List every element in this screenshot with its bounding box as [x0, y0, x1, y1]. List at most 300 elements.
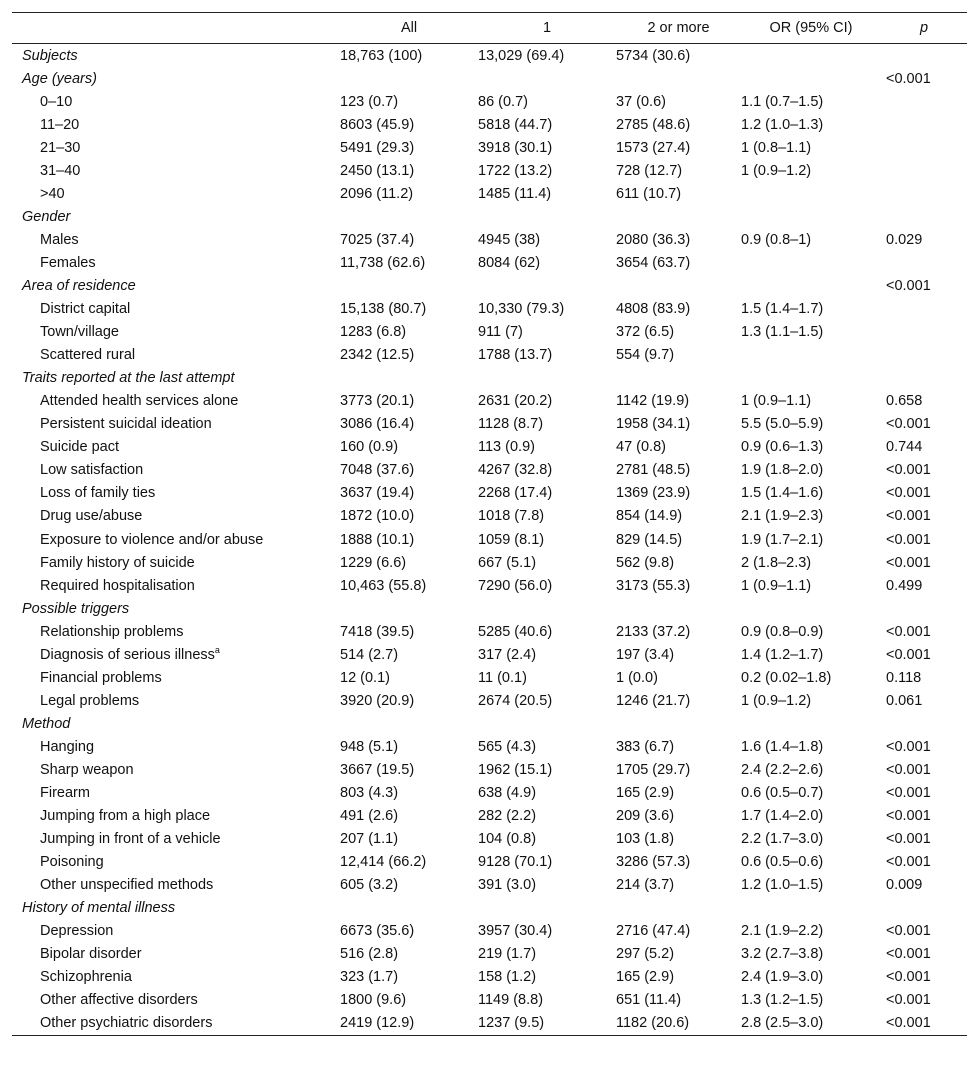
cell-one: 282 (2.2)	[478, 808, 537, 825]
cell-one: 1059 (8.1)	[478, 531, 545, 548]
cell-p-value: 0.118	[886, 669, 922, 686]
cell-p-value	[881, 298, 967, 321]
cell-p-value: <0.001	[886, 738, 931, 755]
table-row	[12, 782, 967, 805]
cell-p-value	[881, 90, 967, 113]
table-row	[12, 666, 967, 689]
cell-p-value	[881, 136, 967, 159]
data-table	[12, 12, 967, 1036]
row-label: Financial problems	[40, 669, 162, 686]
cell-p-value: 0.658	[886, 393, 923, 410]
row-label: Other affective disorders	[40, 992, 198, 1009]
table-row	[12, 805, 967, 828]
table-row	[12, 390, 967, 413]
row-label: History of mental illness	[22, 900, 176, 917]
cell-all: 491 (2.6)	[340, 808, 399, 825]
cell-one: 1788 (13.7)	[478, 347, 553, 364]
cell-p-value: <0.001	[886, 416, 931, 433]
cell-two-or-more	[616, 274, 741, 297]
cell-all: 6673 (35.6)	[340, 923, 415, 940]
cell-two-or-more: 562 (9.8)	[616, 554, 675, 571]
row-label: Depression	[40, 923, 114, 940]
cell-two-or-more: 1573 (27.4)	[616, 139, 691, 156]
cell-all: 3920 (20.9)	[340, 692, 415, 709]
cell-odds-ratio: 2.2 (1.7–3.0)	[741, 831, 824, 848]
row-label: Jumping in front of a vehicle	[40, 831, 221, 848]
cell-one: 7290 (56.0)	[478, 577, 553, 594]
cell-all	[340, 712, 478, 735]
row-label: Drug use/abuse	[40, 508, 143, 525]
cell-two-or-more: 214 (3.7)	[616, 877, 675, 894]
table-row	[12, 828, 967, 851]
footnote-marker: a	[214, 644, 220, 655]
cell-all: 7048 (37.6)	[340, 462, 415, 479]
cell-p-value: <0.001	[886, 485, 931, 502]
table-row	[12, 620, 967, 643]
cell-one	[478, 897, 616, 920]
cell-one: 1237 (9.5)	[478, 1012, 616, 1036]
cell-one	[478, 597, 616, 620]
table-row	[12, 436, 967, 459]
section-row	[12, 44, 967, 68]
row-label: District capital	[40, 301, 131, 318]
row-label: Loss of family ties	[40, 485, 156, 502]
cell-two-or-more: 728 (12.7)	[616, 162, 683, 179]
cell-two-or-more: 1142 (19.9)	[616, 393, 690, 410]
cell-all: 1283 (6.8)	[340, 324, 407, 341]
cell-two-or-more: 372 (6.5)	[616, 324, 675, 341]
cell-one: 317 (2.4)	[478, 646, 537, 663]
row-label: Exposure to violence and/or abuse	[40, 531, 264, 548]
table-row	[12, 136, 967, 159]
cell-all: 18,763 (100)	[340, 47, 423, 64]
cell-p-value	[881, 597, 967, 620]
cell-odds-ratio: 1.2 (1.0–1.5)	[741, 877, 824, 894]
cell-all: 7025 (37.4)	[340, 231, 415, 248]
cell-odds-ratio	[741, 67, 881, 90]
cell-p-value: <0.001	[886, 969, 931, 986]
row-label: Family history of suicide	[40, 554, 195, 571]
header-odds-ratio: OR (95% CI)	[741, 13, 881, 44]
table-row	[12, 321, 967, 344]
cell-one: 8084 (62)	[478, 254, 541, 271]
cell-odds-ratio	[741, 44, 881, 68]
row-label: Other unspecified methods	[40, 877, 214, 894]
cell-p-value	[881, 159, 967, 182]
cell-odds-ratio: 1.3 (1.2–1.5)	[741, 992, 824, 1009]
cell-one	[478, 67, 616, 90]
cell-all: 516 (2.8)	[340, 946, 399, 963]
cell-all: 3667 (19.5)	[340, 761, 415, 778]
cell-p-value: <0.001	[886, 554, 931, 571]
cell-all	[340, 597, 478, 620]
cell-all	[340, 897, 478, 920]
cell-odds-ratio	[741, 205, 881, 228]
cell-all	[340, 274, 478, 297]
cell-all: 323 (1.7)	[340, 969, 399, 986]
cell-p-value	[881, 367, 967, 390]
table-row	[12, 505, 967, 528]
cell-all: 7418 (39.5)	[340, 623, 415, 640]
cell-odds-ratio	[741, 367, 881, 390]
cell-odds-ratio: 1.9 (1.7–2.1)	[741, 531, 824, 548]
cell-one: 2631 (20.2)	[478, 393, 553, 410]
row-label: Gender	[22, 208, 71, 225]
cell-two-or-more: 829 (14.5)	[616, 531, 683, 548]
table-row	[12, 758, 967, 781]
table-row	[12, 228, 967, 251]
row-label: Town/village	[40, 324, 119, 341]
row-label: Possible triggers	[22, 600, 130, 617]
cell-one: 86 (0.7)	[478, 93, 528, 110]
table-row	[12, 251, 967, 274]
cell-odds-ratio: 2.4 (2.2–2.6)	[741, 761, 824, 778]
cell-odds-ratio: 0.9 (0.8–0.9)	[741, 623, 824, 640]
cell-odds-ratio	[741, 897, 881, 920]
cell-p-value: <0.001	[886, 992, 931, 1009]
cell-two-or-more: 3286 (57.3)	[616, 854, 691, 871]
cell-all: 514 (2.7)	[340, 646, 399, 663]
table-row	[12, 966, 967, 989]
cell-odds-ratio: 1.9 (1.8–2.0)	[741, 462, 824, 479]
cell-all: 10,463 (55.8)	[340, 577, 427, 594]
cell-two-or-more: 3654 (63.7)	[616, 254, 691, 271]
cell-odds-ratio	[741, 712, 881, 735]
table-row	[12, 528, 967, 551]
cell-odds-ratio: 1.6 (1.4–1.8)	[741, 738, 824, 755]
cell-p-value: <0.001	[886, 785, 931, 802]
cell-odds-ratio: 1 (0.8–1.1)	[741, 139, 812, 156]
section-row	[12, 597, 967, 620]
cell-all: 2096 (11.2)	[340, 185, 414, 202]
cell-all: 11,738 (62.6)	[340, 254, 426, 271]
cell-odds-ratio: 2.8 (2.5–3.0)	[741, 1012, 881, 1036]
table-row	[12, 735, 967, 758]
cell-all: 2419 (12.9)	[340, 1012, 478, 1036]
cell-one: 1149 (8.8)	[478, 992, 544, 1009]
cell-odds-ratio	[741, 597, 881, 620]
cell-p-value: <0.001	[886, 831, 931, 848]
cell-two-or-more: 165 (2.9)	[616, 785, 675, 802]
cell-one: 667 (5.1)	[478, 554, 537, 571]
row-label-text: Diagnosis of serious illness	[40, 646, 215, 663]
cell-two-or-more: 37 (0.6)	[616, 93, 666, 110]
row-label: Sharp weapon	[40, 761, 134, 778]
cell-all: 2450 (13.1)	[340, 162, 415, 179]
cell-one: 1018 (7.8)	[478, 508, 545, 525]
cell-odds-ratio	[741, 251, 881, 274]
cell-two-or-more: 611 (10.7)	[616, 185, 682, 202]
cell-one: 1962 (15.1)	[478, 761, 553, 778]
table-row	[12, 689, 967, 712]
row-label: Attended health services alone	[40, 393, 239, 410]
cell-odds-ratio	[741, 182, 881, 205]
cell-odds-ratio: 1.4 (1.2–1.7)	[741, 646, 824, 663]
header-label	[12, 13, 340, 44]
cell-two-or-more: 1246 (21.7)	[616, 692, 691, 709]
cell-p-value: 0.029	[886, 231, 923, 248]
cell-p-value: <0.001	[886, 923, 931, 940]
table-row	[12, 344, 967, 367]
cell-one: 13,029 (69.4)	[478, 47, 565, 64]
cell-one	[478, 712, 616, 735]
cell-odds-ratio: 0.6 (0.5–0.7)	[741, 785, 824, 802]
cell-all: 12,414 (66.2)	[340, 854, 427, 871]
cell-two-or-more: 165 (2.9)	[616, 969, 675, 986]
cell-one: 1128 (8.7)	[478, 416, 544, 433]
cell-two-or-more	[616, 712, 741, 735]
table-container	[12, 12, 957, 1036]
table-row	[12, 90, 967, 113]
table-row	[12, 1012, 967, 1036]
cell-one: 5285 (40.6)	[478, 623, 553, 640]
cell-two-or-more: 854 (14.9)	[616, 508, 683, 525]
cell-odds-ratio	[741, 274, 881, 297]
cell-odds-ratio: 1.1 (0.7–1.5)	[741, 93, 824, 110]
cell-all: 5491 (29.3)	[340, 139, 415, 156]
table-body	[12, 44, 967, 1036]
cell-p-value: 0.009	[886, 877, 923, 894]
table-row	[12, 943, 967, 966]
cell-two-or-more: 3173 (55.3)	[616, 577, 691, 594]
cell-one: 158 (1.2)	[478, 969, 537, 986]
cell-all: 3773 (20.1)	[340, 393, 415, 410]
cell-all: 605 (3.2)	[340, 877, 399, 894]
row-label: Low satisfaction	[40, 462, 144, 479]
cell-all: 1872 (10.0)	[340, 508, 415, 525]
cell-two-or-more	[616, 205, 741, 228]
table-row	[12, 920, 967, 943]
row-label: Females	[40, 254, 96, 271]
cell-p-value	[881, 205, 967, 228]
table-row	[12, 113, 967, 136]
cell-one	[478, 274, 616, 297]
cell-p-value	[881, 182, 967, 205]
cell-odds-ratio: 1.3 (1.1–1.5)	[741, 324, 824, 341]
cell-one: 104 (0.8)	[478, 831, 537, 848]
table-row	[12, 551, 967, 574]
cell-one: 3957 (30.4)	[478, 923, 553, 940]
cell-all	[340, 67, 478, 90]
cell-odds-ratio: 0.2 (0.02–1.8)	[741, 669, 832, 686]
section-row	[12, 274, 967, 297]
row-label: Area of residence	[22, 277, 136, 294]
cell-two-or-more: 4808 (83.9)	[616, 301, 691, 318]
cell-odds-ratio: 2 (1.8–2.3)	[741, 554, 812, 571]
cell-two-or-more: 5734 (30.6)	[616, 47, 691, 64]
cell-all: 803 (4.3)	[340, 785, 399, 802]
row-label: Poisoning	[40, 854, 104, 871]
cell-one: 565 (4.3)	[478, 738, 537, 755]
cell-odds-ratio: 1.5 (1.4–1.6)	[741, 485, 824, 502]
cell-one: 5818 (44.7)	[478, 116, 553, 133]
cell-odds-ratio: 1 (0.9–1.1)	[741, 393, 812, 410]
cell-p-value: <0.001	[881, 1012, 967, 1036]
cell-two-or-more: 2080 (36.3)	[616, 231, 691, 248]
cell-odds-ratio: 0.9 (0.8–1)	[741, 231, 812, 248]
cell-two-or-more: 1182 (20.6)	[616, 1012, 741, 1036]
cell-p-value	[881, 712, 967, 735]
cell-p-value: 0.499	[886, 577, 923, 594]
cell-odds-ratio: 0.6 (0.5–0.6)	[741, 854, 824, 871]
cell-one: 113 (0.9)	[478, 439, 535, 456]
cell-odds-ratio: 2.1 (1.9–2.2)	[741, 923, 824, 940]
cell-all: 1888 (10.1)	[340, 531, 415, 548]
cell-p-value: <0.001	[886, 646, 931, 663]
cell-two-or-more: 1958 (34.1)	[616, 416, 691, 433]
table-row	[12, 159, 967, 182]
row-label: 0–10	[40, 93, 73, 110]
cell-two-or-more: 2133 (37.2)	[616, 623, 691, 640]
row-label: Age (years)	[22, 70, 97, 87]
header-all: All	[340, 13, 478, 44]
header-one: 1	[478, 13, 616, 44]
cell-two-or-more: 209 (3.6)	[616, 808, 675, 825]
cell-p-value	[881, 897, 967, 920]
table-row	[12, 874, 967, 897]
section-row	[12, 205, 967, 228]
cell-two-or-more	[616, 367, 741, 390]
cell-p-value: <0.001	[886, 808, 931, 825]
row-label: Firearm	[40, 785, 90, 802]
row-label: Method	[22, 715, 71, 732]
cell-all: 2342 (12.5)	[340, 347, 415, 364]
row-label: Subjects	[22, 47, 78, 64]
table-row	[12, 182, 967, 205]
table-header	[12, 13, 967, 44]
cell-two-or-more: 47 (0.8)	[616, 439, 666, 456]
cell-two-or-more: 297 (5.2)	[616, 946, 675, 963]
row-label: Persistent suicidal ideation	[40, 416, 212, 433]
section-row	[12, 67, 967, 90]
header-row	[12, 13, 967, 44]
cell-p-value: <0.001	[886, 462, 931, 479]
row-label: Schizophrenia	[40, 969, 132, 986]
table-row	[12, 298, 967, 321]
cell-all: 3637 (19.4)	[340, 485, 415, 502]
cell-p-value	[881, 321, 967, 344]
cell-p-value	[881, 44, 967, 68]
header-two-or-more: 2 or more	[616, 13, 741, 44]
cell-p-value: <0.001	[886, 508, 931, 525]
cell-two-or-more	[616, 67, 741, 90]
cell-p-value	[881, 251, 967, 274]
table-row	[12, 989, 967, 1012]
cell-p-value: <0.001	[886, 946, 931, 963]
section-row	[12, 897, 967, 920]
cell-all	[340, 367, 478, 390]
cell-p-value: <0.001	[886, 623, 931, 640]
cell-p-value: 0.744	[886, 439, 923, 456]
cell-all: 948 (5.1)	[340, 738, 399, 755]
table-row	[12, 574, 967, 597]
cell-odds-ratio: 1.2 (1.0–1.3)	[741, 116, 824, 133]
cell-two-or-more: 1705 (29.7)	[616, 761, 691, 778]
cell-p-value: <0.001	[886, 761, 931, 778]
cell-two-or-more	[616, 897, 741, 920]
cell-odds-ratio: 2.1 (1.9–2.3)	[741, 508, 824, 525]
cell-odds-ratio	[741, 344, 881, 367]
table-row	[12, 459, 967, 482]
row-label: Relationship problems	[40, 623, 184, 640]
cell-all: 3086 (16.4)	[340, 416, 415, 433]
cell-odds-ratio: 1 (0.9–1.2)	[741, 692, 812, 709]
cell-all: 207 (1.1)	[340, 831, 399, 848]
cell-one: 638 (4.9)	[478, 785, 537, 802]
cell-odds-ratio: 0.9 (0.6–1.3)	[741, 439, 824, 456]
cell-all: 1800 (9.6)	[340, 992, 407, 1009]
cell-odds-ratio: 2.4 (1.9–3.0)	[741, 969, 824, 986]
cell-one: 9128 (70.1)	[478, 854, 553, 871]
table-row	[12, 643, 967, 666]
cell-two-or-more: 2785 (48.6)	[616, 116, 691, 133]
row-label: Legal problems	[40, 692, 140, 709]
table-row	[12, 851, 967, 874]
row-label: 31–40	[40, 162, 81, 179]
cell-odds-ratio: 3.2 (2.7–3.8)	[741, 946, 824, 963]
row-label: 21–30	[40, 139, 81, 156]
header-p-value: p	[881, 13, 967, 44]
row-label: Jumping from a high place	[40, 808, 211, 825]
cell-two-or-more: 103 (1.8)	[616, 831, 675, 848]
cell-one: 219 (1.7)	[478, 946, 537, 963]
cell-all: 1229 (6.6)	[340, 554, 407, 571]
cell-one	[478, 205, 616, 228]
cell-p-value: <0.001	[886, 277, 931, 294]
cell-p-value	[881, 344, 967, 367]
cell-two-or-more: 554 (9.7)	[616, 347, 675, 364]
row-label: Traits reported at the last attempt	[22, 370, 235, 387]
row-label: Suicide pact	[40, 439, 119, 456]
table-row	[12, 413, 967, 436]
row-label: >40	[40, 185, 65, 202]
cell-odds-ratio: 5.5 (5.0–5.9)	[741, 416, 824, 433]
cell-one: 2268 (17.4)	[478, 485, 553, 502]
cell-all	[340, 205, 478, 228]
table-row	[12, 482, 967, 505]
row-label: Bipolar disorder	[40, 946, 142, 963]
cell-two-or-more: 1369 (23.9)	[616, 485, 691, 502]
cell-two-or-more: 651 (11.4)	[616, 992, 682, 1009]
cell-two-or-more: 1 (0.0)	[616, 669, 658, 686]
cell-one	[478, 367, 616, 390]
row-label: Scattered rural	[40, 347, 136, 364]
cell-one: 11 (0.1)	[478, 669, 527, 686]
row-label: 11–20	[40, 116, 80, 133]
cell-all: 8603 (45.9)	[340, 116, 415, 133]
cell-one: 4945 (38)	[478, 231, 541, 248]
cell-all: 160 (0.9)	[340, 439, 399, 456]
row-label: Required hospitalisation	[40, 577, 195, 594]
cell-odds-ratio: 1 (0.9–1.2)	[741, 162, 812, 179]
cell-p-value: 0.061	[886, 692, 923, 709]
section-row	[12, 367, 967, 390]
row-label: Hanging	[40, 738, 95, 755]
cell-p-value: <0.001	[886, 70, 931, 87]
cell-two-or-more: 197 (3.4)	[616, 646, 675, 663]
cell-two-or-more: 383 (6.7)	[616, 738, 675, 755]
row-label: Males	[40, 231, 79, 248]
cell-all: 123 (0.7)	[340, 93, 399, 110]
cell-p-value: <0.001	[886, 854, 931, 871]
row-label: Other psychiatric disorders	[12, 1012, 340, 1036]
cell-odds-ratio: 1.5 (1.4–1.7)	[741, 301, 824, 318]
cell-one: 1722 (13.2)	[478, 162, 553, 179]
section-row	[12, 712, 967, 735]
cell-all: 12 (0.1)	[340, 669, 390, 686]
cell-odds-ratio: 1.7 (1.4–2.0)	[741, 808, 824, 825]
cell-one: 2674 (20.5)	[478, 692, 553, 709]
